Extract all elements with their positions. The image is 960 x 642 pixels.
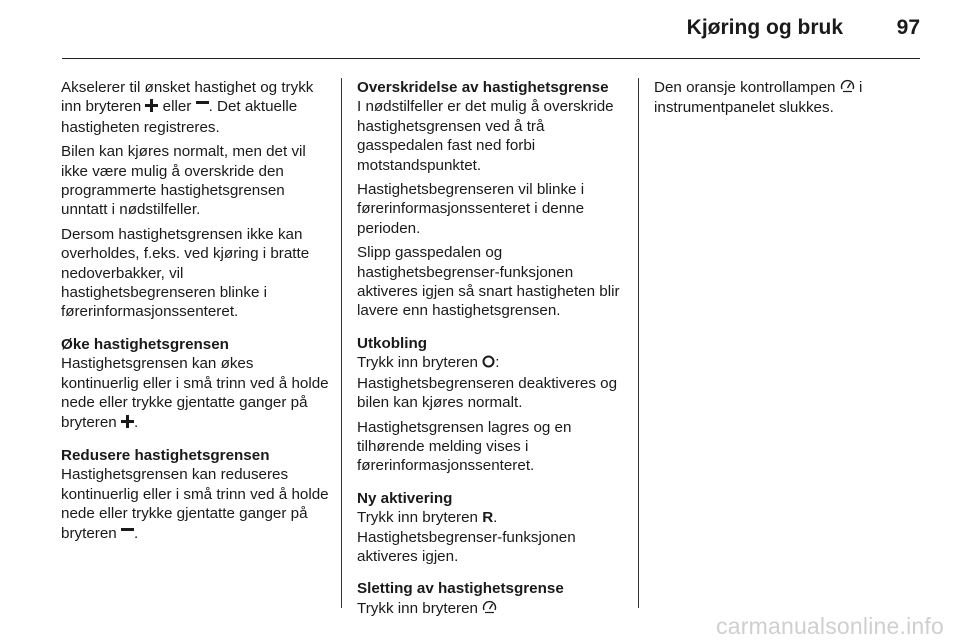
heading-delete-limit: Sletting av hastighetsgrense [357, 580, 564, 598]
paragraph-increase-limit: Hastighetsgrensen kan økes kontinuerlig eller i små trinn ved å holde nede eller trykke gjentatte ganger på bryteren . [61, 354, 329, 433]
column-3 [654, 78, 924, 123]
column-divider-2 [638, 78, 639, 608]
minus-icon [121, 525, 134, 544]
heading-reduce-limit: Redusere hastighetsgrensen [61, 446, 270, 464]
paragraph-emergency: I nødstilfeller er det mulig å overskride hastighetsgrensen ved å trå gasspedalen fast ned forbi motstandspunktet. [357, 98, 614, 174]
circle-off-icon [482, 354, 495, 373]
page-header [0, 0, 960, 62]
paragraph-release-pedal: Slipp gasspedalen og hastighetsbegrenser-funksjonen aktiveres igjen så snart hastigheten blir lavere enn hastighetsgrensen. [357, 244, 620, 320]
paragraph-blink: Hastighetsbegrenseren vil blinke i førerinformasjonssenteret i denne perioden. [357, 181, 585, 237]
resume-key: R [482, 509, 494, 527]
paragraph-accelerate: Akselerer til ønsket hastighet og trykk inn bryteren eller . Det aktuelle hastigheten registreres. [61, 79, 314, 136]
minus-icon [196, 98, 209, 117]
paragraph-disengage: Trykk inn bryteren : Hastighetsbegrenseren deaktiveres og bilen kan kjøres normalt. [357, 354, 618, 412]
watermark: carmanualsonline.info [716, 613, 944, 639]
speed-limiter-icon [482, 599, 497, 619]
header-divider [62, 58, 920, 59]
paragraph-reactivate: Trykk inn bryteren R. Hastighetsbegrenser-funksjonen aktiveres igjen. [357, 509, 576, 565]
heading-reactivate: Ny aktivering [357, 489, 453, 507]
paragraph-lamp-off: Den oransje kontrollampen i instrumentpanelet slukkes. [654, 79, 863, 117]
page-number: 97 [896, 16, 920, 39]
heading-exceed-limit: Overskridelse av hastighetsgrense [357, 79, 609, 96]
paragraph-limit-stored: Hastighetsgrensen lagres og en tilhørende melding vises i førerinformasjonssenteret. [357, 418, 572, 475]
column-1 [61, 78, 329, 549]
page-title: Kjøring og bruk [686, 16, 843, 39]
column-divider-1 [341, 78, 342, 608]
plus-icon [145, 98, 158, 117]
column-2 [357, 78, 627, 624]
heading-disengage: Utkobling [357, 334, 428, 352]
plus-icon [121, 414, 134, 433]
paragraph-delete-limit: Trykk inn bryteren [357, 599, 627, 619]
paragraph-limit-exceeded: Dersom hastighetsgrensen ikke kan overholdes, f.eks. ved kjøring i bratte nedoverbakker, vil hastighetsbegrenseren blinke i førerinformasjonssenteret. [61, 225, 310, 321]
paragraph-reduce-limit: Hastighetsgrensen kan reduseres kontinuerlig eller i små trinn ved å holde nede eller trykke gjentatte ganger på bryteren . [61, 465, 329, 544]
paragraph-normal-driving: Bilen kan kjøres normalt, men det vil ikke være mulig å overskride den programmerte hastighetsgrensen unntatt i nødstilfeller. [61, 143, 306, 219]
speed-limiter-icon [840, 78, 855, 98]
heading-increase-limit: Øke hastighetsgrensen [61, 335, 229, 353]
